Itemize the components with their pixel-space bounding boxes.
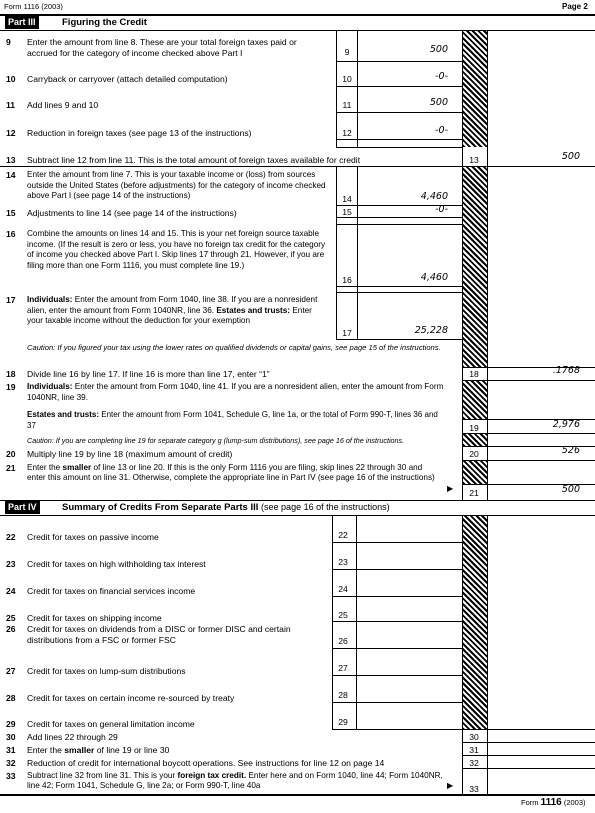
line-23-rule (332, 569, 462, 570)
line-28-rule (332, 702, 462, 703)
form-header-label: Form 1116 (2003) (4, 2, 63, 11)
line-30-number: 30 (6, 732, 16, 742)
line-12-box-label: 12 (342, 128, 352, 138)
line-33-box-label: 33 (469, 784, 479, 794)
line-11-text: Add lines 9 and 10 (27, 100, 99, 110)
line-31-rule (462, 755, 595, 756)
part4-title (62, 501, 390, 514)
line-27-rule (332, 675, 462, 676)
part3-hatch-4 (463, 434, 487, 446)
line-21-number: 21 (6, 463, 16, 473)
line-13-value[interactable]: 500 (561, 151, 580, 162)
line-27-text: Credit for taxes on lump-sum distributions (27, 666, 186, 676)
line-20-number: 20 (6, 449, 16, 459)
line-22-rule (332, 542, 462, 543)
line-15-value[interactable]: -0- (435, 204, 448, 215)
line-23-text: Credit for taxes on high withholding tax interest (27, 559, 206, 569)
part4-header-rule (0, 515, 595, 516)
line-28-number: 28 (6, 693, 16, 703)
line-17-estates-label: Estates and trusts: (216, 305, 291, 315)
line-21-text-post: of line 13 or line 20. If this is the only Form 1116 you are filing, skip lines 22 through 30 and enter this amount on line 31. Otherwise, complete the appropriate line in Part IV (see page 16 of the instructions) (27, 463, 435, 482)
line-22-number: 22 (6, 532, 16, 542)
part4-title-main: Summary of Credits From Separate Parts III (62, 502, 259, 513)
line-16-bottom-rule (336, 292, 462, 293)
line-18-box-label: 18 (469, 369, 479, 379)
part3-total-divider (487, 30, 488, 500)
line-9-text: Enter the amount from line 8. These are your total foreign taxes paid or accrued for the category of income checked above Part I (27, 37, 297, 58)
line-14-value[interactable]: 4,460 (420, 191, 448, 202)
line-15-rule (336, 217, 462, 218)
caution-line-19: Caution: If you are completing line 19 for separate category g (lump-sum distributions), see page 16 of the instructions. (27, 436, 405, 445)
line-17-individuals-text: Enter the amount from Form 1040, line 38. If you are a nonresident alien, enter the amount from Form 1040NR, line 36. (27, 295, 318, 315)
part3-tag: Part III (5, 16, 39, 29)
line-29-number: 29 (6, 719, 16, 729)
line-22-box-label: 22 (338, 530, 348, 540)
line-15-number: 15 (6, 208, 16, 218)
line-17-rule (336, 339, 462, 340)
line-12-bottom-rule (336, 147, 462, 148)
line-16-text: Combine the amounts on lines 14 and 15. This is your net foreign source taxable income. (If the result is zero or less, you have no foreign tax credit for the category of income you checked above Part I. Skip lines 17 through 21. However, if you are filing more than one Form 1116, you must complete line 19.) (27, 229, 326, 270)
line-11-value[interactable]: 500 (429, 97, 448, 108)
part3-header-rule (0, 30, 595, 31)
line-21-value[interactable]: 500 (561, 484, 580, 495)
line-19-individuals-label: Individuals: (27, 382, 73, 391)
line-24-number: 24 (6, 586, 16, 596)
line-14-text: Enter the amount from line 7. This is your taxable income or (loss) from sources outside the United States (before adjustments) for the category of income checked above Part I (see page 14 of the instructions) (27, 170, 326, 200)
line-25-rule (332, 621, 462, 622)
line-24-rule (332, 596, 462, 597)
line-21-arrow-icon: ▶ (447, 484, 454, 493)
line-26-number: 26 (6, 624, 16, 634)
line-25-number: 25 (6, 613, 16, 623)
line-31-text-pre: Enter the (27, 745, 65, 755)
page-number: Page 2 (562, 2, 588, 11)
line-13-box-label: 13 (469, 155, 479, 165)
line-10-box-label: 10 (342, 74, 352, 84)
line-13-text: Subtract line 12 from line 11. This is the total amount of foreign taxes available for credit (27, 155, 361, 165)
line-31-number: 31 (6, 745, 16, 755)
line-18-number: 18 (6, 369, 16, 379)
line-19-estates-label: Estates and trusts: (27, 410, 100, 419)
line-9-value[interactable]: 500 (429, 44, 448, 55)
line-15-text: Adjustments to line 14 (see page 14 of the instructions) (27, 208, 237, 218)
line-19-estates-text (27, 410, 447, 431)
line-26-text: Credit for taxes on dividends from a DISC or former DISC and certain distributions from a FSC or former FSC (27, 624, 291, 645)
line-10-value[interactable]: -0- (435, 71, 448, 82)
line-14-number: 14 (6, 170, 16, 180)
line-21-text-pre: Enter the (27, 463, 63, 472)
line-10-rule (336, 86, 462, 87)
line-20-box-label: 20 (469, 449, 479, 459)
part4-tag: Part IV (5, 501, 40, 514)
part3-hatch-5 (463, 461, 487, 484)
line-28-box-label: 28 (338, 690, 348, 700)
line-19-individuals-body: Enter the amount from Form 1040, line 41. If you are a nonresident alien, enter the amount from Form 1040NR, line 39. (27, 382, 444, 402)
line-33-text-pre: Subtract line 32 from line 31. This is your (27, 771, 178, 780)
line-27-box-label: 27 (338, 663, 348, 673)
line-20-value[interactable]: 526 (561, 445, 580, 456)
line-32-rule (462, 768, 595, 769)
line-31-box-label: 31 (469, 745, 479, 755)
part3-hatch-1 (463, 31, 487, 147)
line-31-text (27, 745, 169, 756)
line-11-number: 11 (6, 100, 16, 110)
line-31-text-post: of line 19 or line 30 (94, 745, 170, 755)
line-17-number: 17 (6, 295, 16, 305)
line-33-text-post: Enter here and on Form 1040, line 44; Form 1040NR, line 42; Form 1041, Schedule G, line 2a; or Form 990-T, line 40a (27, 771, 443, 790)
line-27-number: 27 (6, 666, 16, 676)
part4-title-note: (see page 16 of the instructions) (261, 502, 390, 512)
footer-rule (0, 794, 595, 796)
line-26-rule (332, 648, 462, 649)
line-19-number: 19 (6, 382, 16, 392)
part3-box-divider-mid (336, 166, 337, 340)
line-14-box-label: 14 (342, 194, 352, 204)
line-13-number: 13 (6, 155, 16, 165)
line-18-text: Divide line 16 by line 17. If line 16 is more than line 17, enter “1” (27, 369, 270, 379)
part4-amount-divider (356, 515, 357, 730)
line-12-rule (336, 139, 462, 140)
footer-form-number: 1116 (540, 797, 562, 808)
line-9-rule (336, 61, 462, 62)
line-23-number: 23 (6, 559, 16, 569)
line-12-number: 12 (6, 128, 16, 138)
line-18-value[interactable]: .1768 (552, 365, 580, 376)
line-30-rule (462, 742, 595, 743)
line-30-box-label: 30 (469, 732, 479, 742)
line-30-text: Add lines 22 through 29 (27, 732, 118, 742)
line-9-number: 9 (6, 37, 11, 47)
line-17-estates-text: Enter your taxable income without the deduction for your exemption (27, 305, 312, 325)
line-28-text: Credit for taxes on certain income re-sourced by treaty (27, 693, 235, 703)
line-19-value[interactable]: 2,976 (552, 419, 580, 430)
line-16-value[interactable]: 4,460 (420, 272, 448, 283)
caution-line-17: Caution: If you figured your tax using the lower rates on qualified dividends or capital gains, see page 15 of the instructions. (27, 343, 441, 352)
line-24-box-label: 24 (338, 584, 348, 594)
line-19-estates-body: Enter the amount from Form 1041, Schedule G, line 1a, or the total of Form 990-T, lines 36 and 37 (27, 410, 438, 430)
line-33-number: 33 (6, 771, 16, 781)
line-29-rule (332, 729, 595, 730)
line-32-text: Reduction of credit for international boycott operations. See instructions for line 12 on page 14 (27, 758, 385, 768)
line-32-box-label: 32 (469, 758, 479, 768)
line-26-box-label: 26 (338, 636, 348, 646)
footer-form-year: (2003) (563, 798, 586, 807)
line-19-individuals-text (27, 382, 447, 403)
part4-total-divider (487, 515, 488, 795)
line-31-text-bold: smaller (64, 745, 95, 755)
line-21-box-label: 21 (469, 488, 479, 498)
line-33-text (27, 771, 452, 790)
line-24-text: Credit for taxes on financial services income (27, 586, 196, 596)
line-33-text-bold: foreign tax credit. (177, 771, 247, 780)
line-12-value[interactable]: -0- (435, 125, 448, 136)
line-13-left-rule (0, 166, 462, 167)
line-15-box-label: 15 (342, 207, 352, 217)
part4-hatch (463, 516, 487, 730)
line-10-number: 10 (6, 74, 16, 84)
line-10-text: Carryback or carryover (attach detailed computation) (27, 74, 228, 84)
part3-hatch-2 (463, 167, 487, 368)
part3-title: Figuring the Credit (62, 17, 147, 28)
footer-form-label (521, 798, 586, 809)
line-15-bottom-rule (336, 224, 462, 225)
line-29-box-label: 29 (338, 717, 348, 727)
line-17-box-label: 17 (342, 328, 352, 338)
line-17-text (27, 295, 329, 327)
line-25-text: Credit for taxes on shipping income (27, 613, 162, 623)
part3-hatch-3 (463, 381, 487, 419)
line-9-box-label: 9 (344, 47, 350, 57)
line-21-text (27, 463, 442, 483)
line-16-rule (336, 286, 462, 287)
part3-amount-divider-mid (357, 166, 358, 340)
footer-form-word: Form (521, 798, 539, 807)
line-32-number: 32 (6, 758, 16, 768)
line-19-box-label: 19 (469, 423, 479, 433)
line-11-rule (336, 112, 462, 113)
line-11-box-label: 11 (342, 100, 352, 110)
part3-amount-divider-top (357, 30, 358, 148)
line-33-arrow-icon: ▶ (447, 781, 454, 790)
line-20-text: Multiply line 19 by line 18 (maximum amount of credit) (27, 449, 233, 459)
line-17-value[interactable]: 25,228 (414, 325, 448, 336)
line-17-individuals-label: Individuals: (27, 295, 73, 304)
line-22-text: Credit for taxes on passive income (27, 532, 159, 542)
line-23-box-label: 23 (338, 557, 348, 567)
line-21-text-bold: smaller (62, 463, 92, 472)
line-12-text: Reduction in foreign taxes (see page 13 of the instructions) (27, 128, 252, 138)
line-25-box-label: 25 (338, 610, 348, 620)
line-16-box-label: 16 (342, 275, 352, 285)
line-16-number: 16 (6, 229, 16, 239)
line-29-text: Credit for taxes on general limitation income (27, 719, 195, 729)
